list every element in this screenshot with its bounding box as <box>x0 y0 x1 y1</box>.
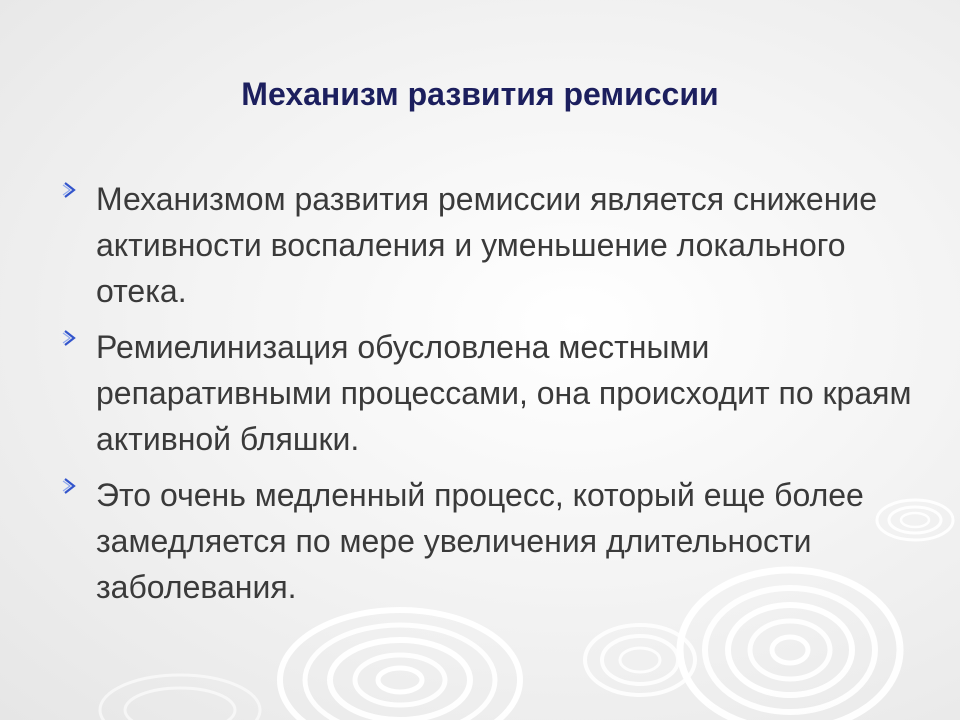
bullet-text: Ремиелинизация обусловлена местными репаративными процессами, она происходит по краям активной бляшки. <box>96 329 912 457</box>
ripple-mid-right <box>585 625 695 695</box>
ripple-faint <box>100 675 260 720</box>
bullet-list <box>60 176 920 620</box>
list-item <box>60 176 920 314</box>
bullet-text: Механизмом развития ремиссии является снижение активности воспаления и уменьшение локального отека. <box>96 181 878 309</box>
list-item <box>60 324 920 462</box>
chevron-right-icon <box>60 180 80 200</box>
slide-title: Механизм развития ремиссии <box>241 76 719 112</box>
list-item <box>60 472 920 610</box>
bullet-text: Это очень медленный процесс, который еще более замедляется по мере увеличения длительности заболевания. <box>96 477 864 605</box>
chevron-right-icon <box>60 476 80 496</box>
ripple-large <box>280 610 520 720</box>
chevron-right-icon <box>60 328 80 348</box>
